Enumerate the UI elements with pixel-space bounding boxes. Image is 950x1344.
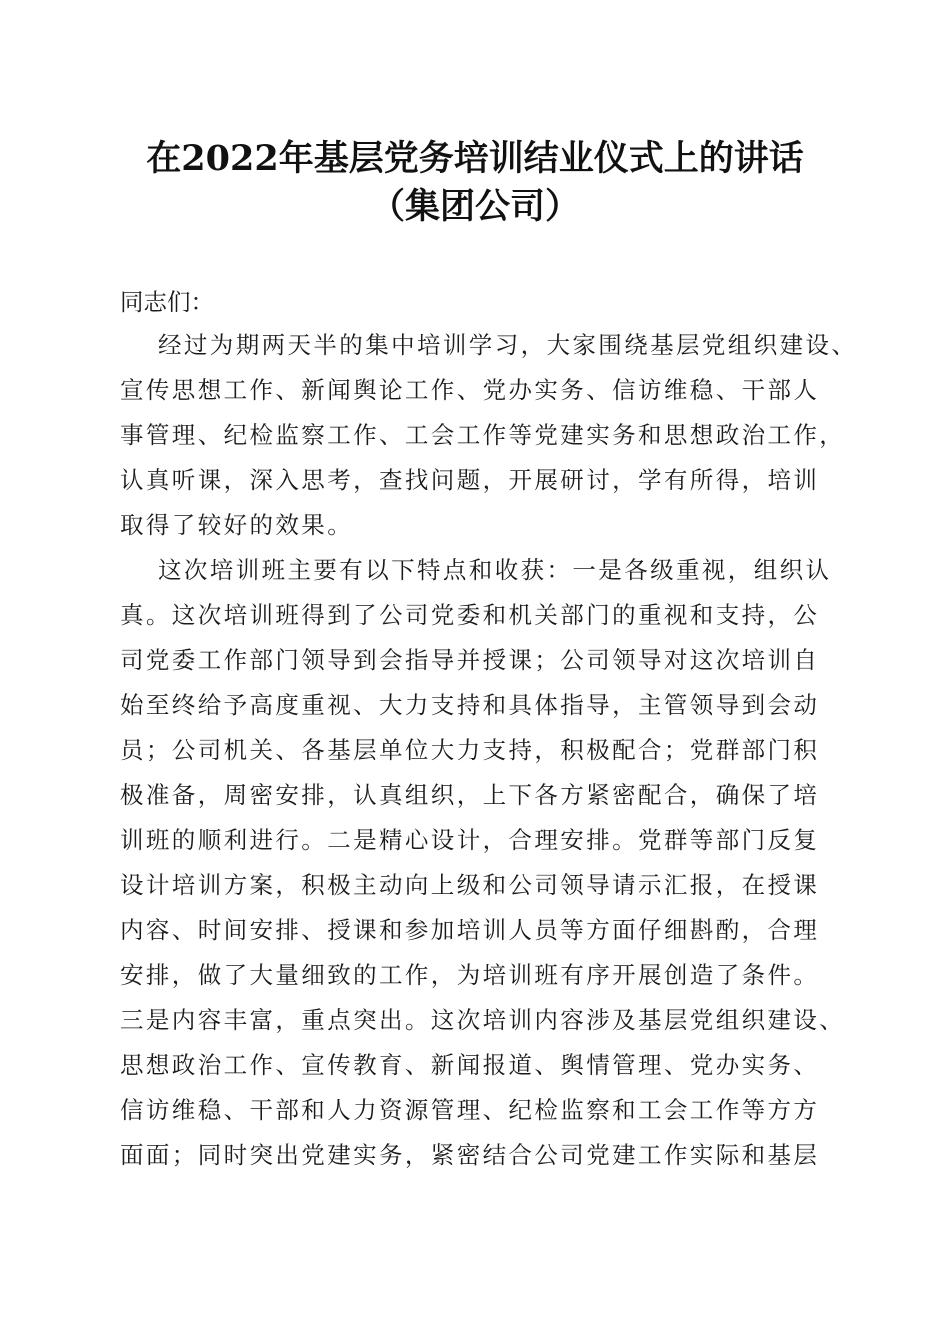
paragraph-line: 信访维稳、干部和人力资源管理、纪检监察和工会工作等方方 <box>120 1096 820 1124</box>
paragraph-line: 宣传思想工作、新闻舆论工作、党办实务、信访维稳、干部人 <box>120 376 820 404</box>
paragraph-line: 面面；同时突出党建实务，紧密结合公司党建工作实际和基层 <box>120 1141 820 1169</box>
paragraph-line: 三是内容丰富，重点突出。这次培训内容涉及基层党组织建设、 <box>120 1006 846 1034</box>
paragraph-line: 安排，做了大量细致的工作，为培训班有序开展创造了条件。 <box>120 961 820 989</box>
paragraph-line: 内容、时间安排、授课和参加培训人员等方面仔细斟酌，合理 <box>120 916 820 944</box>
paragraph-line: 经过为期两天半的集中培训学习，大家围绕基层党组织建设、 <box>158 331 858 359</box>
paragraph-line: 这次培训班主要有以下特点和收获：一是各级重视，组织认 <box>158 556 832 584</box>
paragraph-line: 取得了较好的效果。 <box>120 511 354 539</box>
paragraph-line: 员；公司机关、各基层单位大力支持，积极配合；党群部门积 <box>120 736 820 764</box>
paragraph-line: 事管理、纪检监察工作、工会工作等党建实务和思想政治工作， <box>120 421 846 449</box>
salutation: 同志们： <box>120 288 214 316</box>
body-paragraphs <box>120 323 860 1178</box>
paragraph-line: 司党委工作部门领导到会指导并授课；公司领导对这次培训自 <box>120 646 820 674</box>
paragraph-line: 设计培训方案，积极主动向上级和公司领导请示汇报，在授课 <box>120 871 820 899</box>
paragraph-line: 始至终给予高度重视、大力支持和具体指导，主管领导到会动 <box>120 691 820 719</box>
paragraph-line: 极准备，周密安排，认真组织，上下各方紧密配合，确保了培 <box>120 781 820 809</box>
paragraph-line: 训班的顺利进行。二是精心设计，合理安排。党群等部门反复 <box>120 826 820 854</box>
paragraph-line: 思想政治工作、宣传教育、新闻报道、舆情管理、党办实务、 <box>120 1051 820 1079</box>
document-title: 在2022年基层党务培训结业仪式上的讲话 <box>146 138 804 179</box>
document-subtitle: （集团公司） <box>369 186 580 227</box>
paragraph-2 <box>120 548 860 1178</box>
paragraph-line: 认真听课，深入思考，查找问题，开展研讨，学有所得，培训 <box>120 466 820 494</box>
paragraph-line: 真。这次培训班得到了公司党委和机关部门的重视和支持，公 <box>120 601 820 629</box>
paragraph-1 <box>120 323 860 548</box>
